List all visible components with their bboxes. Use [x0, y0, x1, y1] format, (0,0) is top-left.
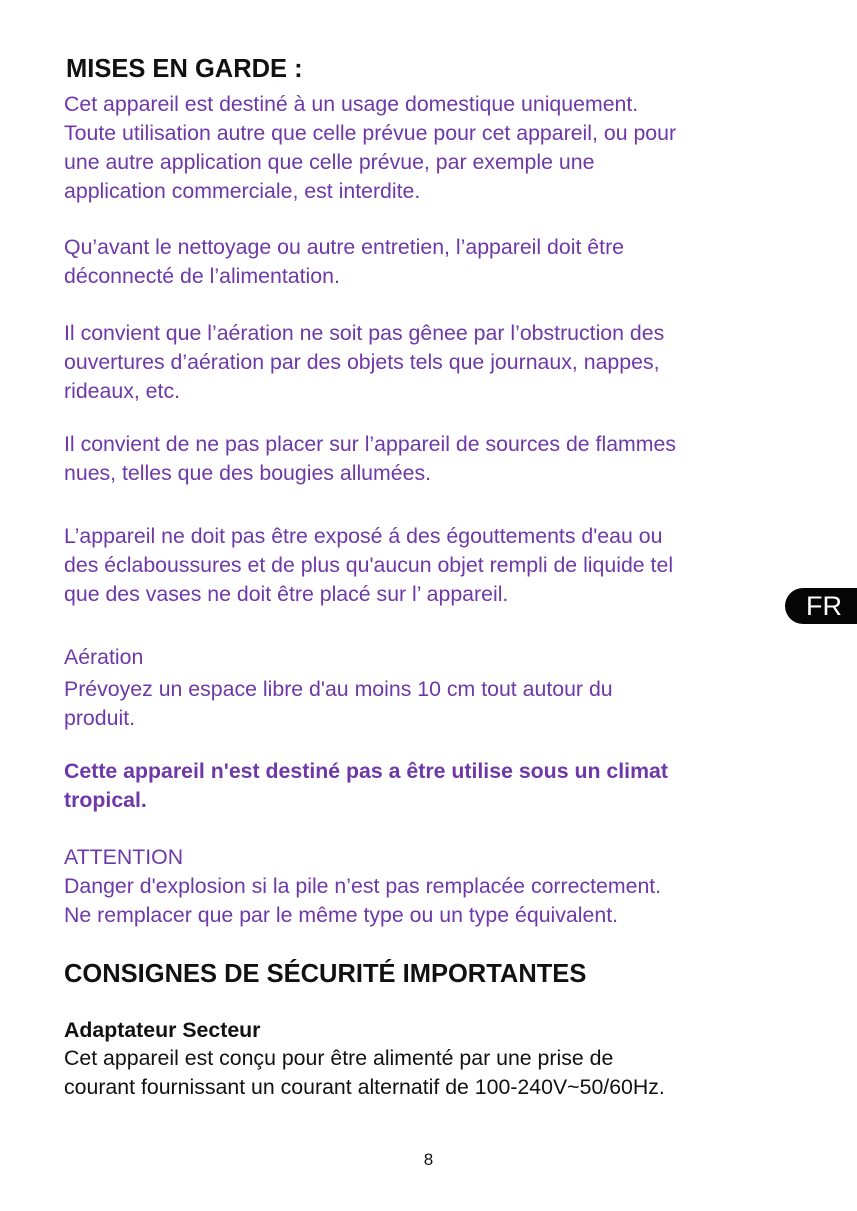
text-line: application commerciale, est interdite.: [64, 179, 421, 203]
text-line: Cette appareil n'est destiné pas a être utilise sous un climat: [64, 759, 668, 783]
warning-ventilation-openings: [64, 319, 804, 406]
warning-open-flames: [64, 430, 804, 488]
text-line: courant fournissant un courant alternatif de 100-240V~50/60Hz.: [64, 1075, 665, 1099]
text-line: Il convient de ne pas placer sur l’appareil de sources de flammes: [64, 432, 677, 456]
text-line: ouvertures d’aération par des objets tels que journaux, nappes,: [64, 350, 660, 374]
text-line: Cet appareil est conçu pour être alimenté par une prise de: [64, 1046, 614, 1070]
ventilation-heading: Aération: [64, 645, 144, 669]
warnings-title: MISES EN GARDE :: [66, 55, 303, 83]
text-line: nues, telles que des bougies allumées.: [64, 461, 432, 485]
text-line: tropical.: [64, 788, 147, 812]
warning-disconnect-before-cleaning: [64, 233, 804, 291]
page-number: 8: [423, 1150, 434, 1169]
language-tab-fr: FR: [785, 588, 857, 624]
text-line: Danger d'explosion si la pile n’est pas remplacée correctement.: [64, 874, 662, 898]
warning-liquids: [64, 522, 804, 609]
ventilation-requirement: [64, 675, 804, 733]
adapter-heading: Adaptateur Secteur: [64, 1018, 261, 1042]
text-line: une autre application que celle prévue, par exemple une: [64, 150, 595, 174]
adapter-description: [64, 1044, 804, 1102]
text-line: déconnecté de l’alimentation.: [64, 264, 340, 288]
tropical-climate-warning: [64, 757, 804, 815]
warning-domestic-use: [64, 90, 804, 206]
text-line: Ne remplacer que par le même type ou un type équivalent.: [64, 903, 619, 927]
text-line: Toute utilisation autre que celle prévue pour cet appareil, ou pour: [64, 121, 677, 145]
text-line: produit.: [64, 706, 136, 730]
text-line: L’appareil ne doit pas être exposé á des égouttements d'eau ou: [64, 524, 663, 548]
text-line: des éclaboussures et de plus qu'aucun objet rempli de liquide tel: [64, 553, 674, 577]
text-line: Prévoyez un espace libre d'au moins 10 cm tout autour du: [64, 677, 613, 701]
text-line: Qu’avant le nettoyage ou autre entretien, l’appareil doit être: [64, 235, 625, 259]
text-line: Il convient que l’aération ne soit pas gênee par l’obstruction des: [64, 321, 665, 345]
attention-heading: ATTENTION: [64, 845, 184, 869]
battery-warning: [64, 872, 804, 930]
text-line: Cet appareil est destiné à un usage domestique uniquement.: [64, 92, 639, 116]
safety-instructions-title: CONSIGNES DE SÉCURITÉ IMPORTANTES: [64, 960, 587, 988]
text-line: que des vases ne doit être placé sur l’ appareil.: [64, 582, 509, 606]
text-line: rideaux, etc.: [64, 379, 181, 403]
